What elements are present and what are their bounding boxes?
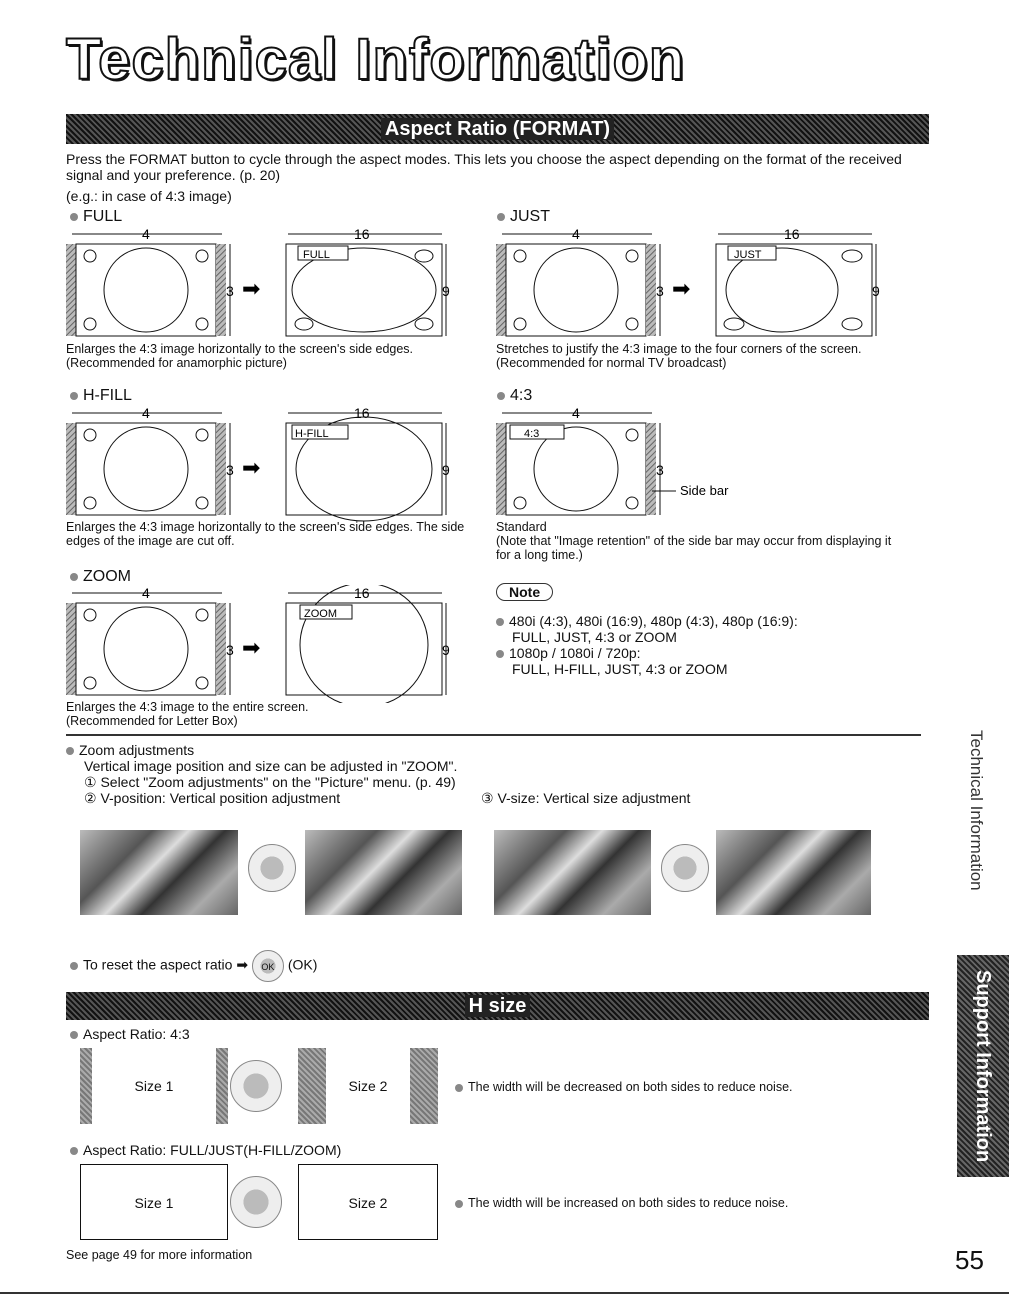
aspect-example: (e.g.: in case of 4:3 image) [66,188,232,204]
arrow-right-icon: ➡ [242,635,261,660]
zoom-desc-note: (Recommended for Letter Box) [66,714,238,728]
four3-diagram [492,405,752,523]
hsize-desc2: The width will be increased on both sides to reduce noise. [455,1196,788,1210]
zoom-diagram [62,585,452,703]
zoom-desc [66,700,486,728]
four3-desc [496,520,896,562]
bullet-icon [70,213,78,221]
just-diagram [492,226,882,344]
bullet-icon [70,1031,78,1039]
dpad-icon [248,844,296,892]
four3-desc-text: Standard [496,520,547,534]
vsize-before-image [494,830,651,915]
hsize-size1-wide: Size 1 [80,1164,228,1240]
bullet-icon [496,650,504,658]
hsize-ar2: Aspect Ratio: FULL/JUST(H-FILL/ZOOM) [70,1142,341,1158]
side-tab-technical: Technical Information [967,730,986,891]
dim-4: 4 [142,585,150,601]
full-desc-note: (Recommended for anamorphic picture) [66,356,287,370]
note-line-2b: FULL, H-FILL, JUST, 4:3 or ZOOM [512,661,728,677]
see-page-note: See page 49 for more information [66,1248,253,1262]
bullet-icon [70,1147,78,1155]
bullet-icon [497,213,505,221]
section-header-hsize: H size [66,992,929,1020]
page-title: Technical Information [66,27,686,92]
hsize-desc1: The width will be decreased on both sides to reduce noise. [455,1080,793,1094]
bullet-icon [70,573,78,581]
dim-4: 4 [572,226,580,242]
side-tab-support: Support Information [957,955,1009,1177]
zoom-adj-title: Zoom adjustments [66,742,826,758]
ok-button-icon: OK [252,950,284,982]
note-content [496,613,916,677]
arrow-right-icon: ➡ [236,956,249,973]
dim-3: 3 [226,462,234,478]
dpad-icon [661,844,709,892]
hsize-ar1: Aspect Ratio: 4:3 [70,1026,190,1042]
dim-3: 3 [226,283,234,299]
bottom-rule [0,1292,1009,1294]
arrow-right-icon: ➡ [242,276,261,301]
mode-just-title: JUST [497,208,550,226]
size2-label: Size 2 [326,1048,410,1124]
hsize-size1-box [80,1048,228,1124]
dim-3: 3 [656,462,664,478]
mode-hfill-title: H-FILL [70,387,132,405]
vsize-after-image [716,830,871,915]
reset-aspect: To reset the aspect ratio ➡ OK (OK) [70,950,317,982]
zoom-adj-line1: Vertical image position and size can be adjusted in "ZOOM". [84,758,458,774]
dim-16: 16 [354,226,370,242]
dim-4: 4 [572,405,580,421]
zoom-adj-steps [66,790,826,806]
arrow-right-icon: ➡ [242,455,261,480]
vpos-before-image [80,830,238,915]
hfill-diagram [62,405,452,523]
dim-9: 9 [442,283,450,299]
bullet-icon [496,618,504,626]
dim-16: 16 [784,226,800,242]
mode-zoom-label: ZOOM [304,608,337,620]
bullet-icon [70,392,78,400]
full-desc-text: Enlarges the 4:3 image horizontally to the screen's side edges. [66,342,414,356]
page-number: 55 [955,1245,984,1275]
arrow-right-icon: ➡ [672,276,691,301]
full-desc [66,342,486,370]
aspect-intro: Press the FORMAT button to cycle through the aspect modes. This lets you choose the aspect depending on the format of the received signal and your preference. (p. 20) [66,151,902,183]
dim-16: 16 [354,405,370,421]
vpos-after-image [305,830,462,915]
dim-3: 3 [226,642,234,658]
bullet-icon [497,392,505,400]
just-desc-text: Stretches to justify the 4:3 image to the four corners of the screen. [496,342,862,356]
mode-full-title: FULL [70,208,122,226]
mode-zoom-title: ZOOM [70,568,131,586]
section-header-aspect: Aspect Ratio (FORMAT) [66,114,929,144]
just-desc-note: (Recommended for normal TV broadcast) [496,356,727,370]
zoom-desc-text: Enlarges the 4:3 image to the entire screen. [66,700,309,714]
dim-3: 3 [656,283,664,299]
note-line-1b: FULL, JUST, 4:3 or ZOOM [512,629,677,645]
just-desc [496,342,906,370]
dim-4: 4 [142,405,150,421]
mode-43-title: 4:3 [497,387,532,405]
zoom-adj-step1: ① Select "Zoom adjustments" on the "Picture" menu. (p. 49) [84,774,456,790]
dim-9: 9 [442,642,450,658]
size1-label: Size 1 [92,1048,216,1124]
dim-9: 9 [442,462,450,478]
mode-43-label: 4:3 [524,428,540,440]
hfill-desc: Enlarges the 4:3 image horizontally to the screen's side edges. The side edges of the image are cut off. [66,520,465,548]
note-line-2: 1080p / 1080i / 720p: [496,645,916,661]
bullet-icon [455,1200,463,1208]
dpad-icon [230,1060,282,1112]
mode-just-label: JUST [734,249,762,261]
zoom-adj-step3: ③ V-size: Vertical size adjustment [481,790,691,806]
zoom-adj-step2: ② V-position: Vertical position adjustment [84,790,341,806]
dpad-icon [230,1176,282,1228]
note-line-1: 480i (4:3), 480i (16:9), 480p (4:3), 480p (16:9): [496,613,916,629]
full-diagram [62,226,452,344]
four3-desc-note: (Note that "Image retention" of the side bar may occur from displaying it for a long time.) [496,534,892,562]
hsize-size2-box [298,1048,438,1124]
mode-hfill-label: H-FILL [295,428,329,440]
bullet-icon [70,962,78,970]
side-bar-label: Side bar [680,483,729,498]
mode-full-label: FULL [303,249,330,261]
bullet-icon [66,747,74,755]
zoom-adjustments [66,742,826,806]
dim-9: 9 [872,283,880,299]
divider [66,734,921,736]
note-badge: Note [496,583,553,602]
dim-4: 4 [142,226,150,242]
hsize-size2-wide: Size 2 [298,1164,438,1240]
bullet-icon [455,1084,463,1092]
dim-16: 16 [354,585,370,601]
